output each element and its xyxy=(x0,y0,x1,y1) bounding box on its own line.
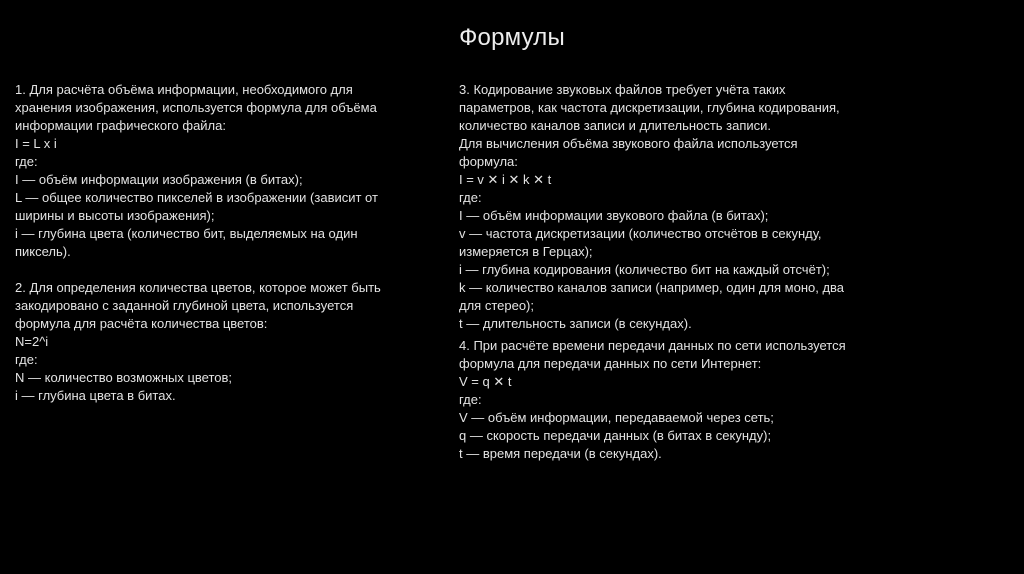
text-line: формула для расчёта количества цветов: xyxy=(15,316,268,331)
text-line: хранения изображения, используется формула для объёма xyxy=(15,100,377,115)
text-line: где: xyxy=(15,154,38,169)
text-line: N — количество возможных цветов; xyxy=(15,370,233,385)
text-line: ширины и высоты изображения); xyxy=(15,208,215,223)
formula-line: N=2^i xyxy=(15,334,49,349)
section-audio-volume xyxy=(459,81,879,333)
left-column xyxy=(15,81,415,405)
text-line: k — количество каналов записи (например, один для моно, два xyxy=(459,280,845,295)
text-line: t — время передачи (в секундах). xyxy=(459,446,662,461)
text-line: измеряется в Герцах); xyxy=(459,244,593,259)
text-line: 3. Кодирование звуковых файлов требует учёта таких xyxy=(459,82,786,97)
text-line: i — глубина цвета (количество бит, выделяемых на один xyxy=(15,226,358,241)
formula-line: V = q ✕ t xyxy=(459,374,512,389)
paragraph-gap xyxy=(15,261,415,279)
text-line: где: xyxy=(15,352,38,367)
text-line: i — глубина кодирования (количество бит на каждый отсчёт); xyxy=(459,262,830,277)
text-line: q — скорость передачи данных (в битах в секунду); xyxy=(459,428,772,443)
text-line: I — объём информации изображения (в битах); xyxy=(15,172,303,187)
right-column xyxy=(459,81,879,463)
text-line: 2. Для определения количества цветов, которое может быть xyxy=(15,280,381,295)
text-line: пиксель). xyxy=(15,244,71,259)
formula-line: I = v ✕ i ✕ k ✕ t xyxy=(459,172,552,187)
text-line: 1. Для расчёта объёма информации, необходимого для xyxy=(15,82,353,97)
text-line: i — глубина цвета в битах. xyxy=(15,388,176,403)
formula-line: I = L x i xyxy=(15,136,57,151)
text-line: количество каналов записи и длительность записи. xyxy=(459,118,772,133)
text-line: v — частота дискретизации (количество отсчётов в секунду, xyxy=(459,226,822,241)
text-line: L — общее количество пикселей в изображении (зависит от xyxy=(15,190,378,205)
text-line: информации графического файла: xyxy=(15,118,226,133)
text-line: для стерео); xyxy=(459,298,534,313)
section-color-count xyxy=(15,279,415,405)
text-line: V — объём информации, передаваемой через сеть; xyxy=(459,410,774,425)
text-line: параметров, как частота дискретизации, глубина кодирования, xyxy=(459,100,840,115)
text-line: формула для передачи данных по сети Интернет: xyxy=(459,356,762,371)
text-line: I — объём информации звукового файла (в битах); xyxy=(459,208,769,223)
text-line: t — длительность записи (в секундах). xyxy=(459,316,692,331)
slide-title: Формулы xyxy=(459,24,565,51)
text-line: где: xyxy=(459,392,482,407)
text-line: где: xyxy=(459,190,482,205)
text-line: 4. При расчёте времени передачи данных по сети используется xyxy=(459,338,846,353)
text-line: закодировано с заданной глубиной цвета, используется xyxy=(15,298,354,313)
text-line: формула: xyxy=(459,154,518,169)
section-image-volume xyxy=(15,81,415,261)
section-network-transfer xyxy=(459,337,879,463)
text-line: Для вычисления объёма звукового файла используется xyxy=(459,136,798,151)
